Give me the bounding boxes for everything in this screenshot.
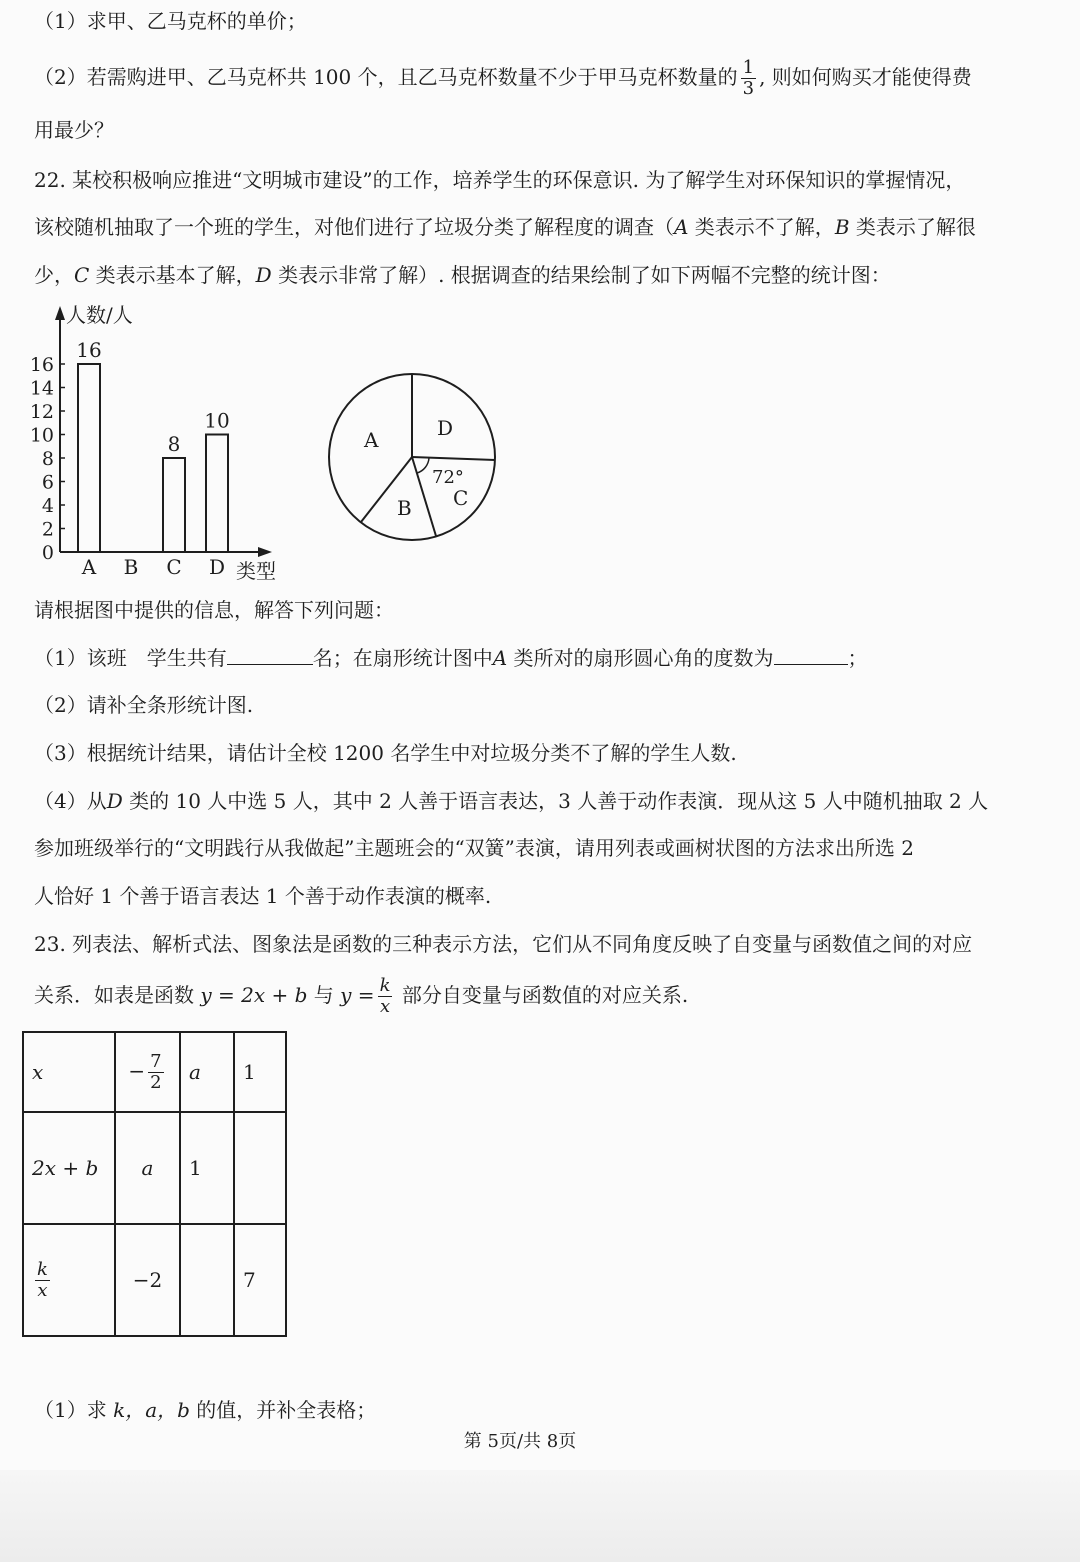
q22-sub1-b: 名；在扇形统计图中 [312,646,493,670]
q23-line2-a: 关系．如表是函数 [34,983,201,1007]
q23-line1: 23. 列表法、解析式法、图象法是函数的三种表示方法，它们从不同角度反映了自变量与函数值之间的对应 [34,932,973,956]
q22-sub1-c: 类所对的扇形圆心角的度数为 [507,646,774,670]
formula-inverse-lhs: y = [340,983,375,1007]
angle-arc [417,458,429,473]
q22-prompt: 请根据图中提供的信息，解答下列问题： [34,598,394,622]
q22-sub4-a: （4）从 [34,789,107,813]
q22-sub1-d: ； [847,646,868,670]
var-D: D [106,789,123,813]
answer-blank-2[interactable] [774,644,848,665]
y-tick-label: 0 [41,542,54,564]
q21-part2-cont: 用最少？ [34,118,114,142]
y-tick-label: 4 [41,495,54,517]
bottom-margin [0,1470,1080,1562]
q21-part1: （1）求甲、乙马克杯的单价； [34,9,307,33]
bar-c [163,458,185,552]
formula-linear: y = 2x + b [200,983,308,1007]
x-tick-label: C [166,555,182,579]
y-tick-label: 12 [29,401,54,423]
y-tick-label: 8 [41,448,54,470]
q22-line3-a: 少， [34,263,74,287]
table-row [23,1032,286,1112]
var-C: C [74,263,90,287]
page-footer: 第 5页/共 8页 [463,1431,577,1452]
fraction-k-over-x [35,1260,50,1301]
q21-part2 [34,58,972,99]
frac-denominator: 3 [742,78,755,99]
answer-blank-1[interactable] [227,644,313,665]
table-cell: 7 [234,1224,286,1336]
q23-sub1-a: （1）求 [34,1398,114,1422]
bars [76,338,229,579]
frac-denominator: x [379,996,391,1017]
q22-sub4 [34,786,988,816]
q22-line2 [34,212,976,242]
table-cell: −2 [115,1224,180,1336]
x-tick-label: A [81,555,97,579]
minus-sign: − [128,1058,146,1083]
bar-value-label: 16 [76,338,102,362]
table-cell-empty[interactable] [234,1112,286,1224]
formula-k-over-x [378,976,393,1017]
q23-sub1-b: 的值，并补全表格； [189,1398,377,1422]
pie-chart [320,365,510,555]
q22-sub4-line2: 参加班级举行的“文明践行从我做起”主题班会的“双簧”表演，请用列表或画树状图的方法求出所选 2 [34,836,914,860]
x-tick-label: B [123,555,139,579]
pie-label-b: B [397,496,412,520]
x-tick-label: D [208,555,226,579]
y-tick-label: 16 [29,354,54,376]
q23-line2 [34,976,688,1017]
bar-value-label: 10 [204,408,230,433]
q22-sub1 [34,643,868,673]
y-axis-arrow-icon [55,306,65,320]
frac-denominator: 2 [150,1071,162,1093]
frac-numerator: k [379,975,391,996]
q22-line3-b: 类表示基本了解， [89,263,256,287]
fraction-seven-halves [148,1052,163,1093]
table-row [23,1112,286,1224]
q22-line2-b: 类表示不了解， [688,215,835,239]
pie-label-d: D [437,416,454,440]
q22-line3-c: 类表示非常了解）. 根据调查的结果绘制了如下两幅不完整的统计图： [271,263,891,287]
q22-sub4-line3: 人恰好 1 个善于语言表达 1 个善于动作表演的概率. [34,884,492,908]
pie-label-c: C [453,486,469,510]
q23-sub1-vars: k，a，b [113,1398,190,1422]
table-header-inverse [23,1224,115,1336]
q21-part2-text-b: , 则如何购买才能使得费 [759,65,972,89]
frac-numerator: k [37,1258,48,1280]
var-B: B [834,215,850,239]
x-axis-arrow-icon [258,547,272,557]
x-axis-label: 类型 [236,559,276,583]
q22-sub3: （3）根据统计结果，请估计全校 1200 名学生中对垃圾分类不了解的学生人数. [34,741,737,765]
bar-value-label: 8 [167,432,181,456]
q22-line2-c: 类表示了解很 [849,215,976,239]
pie-divider-d-c [412,457,495,460]
q22-line3 [34,260,891,290]
frac-numerator: 1 [742,57,755,78]
y-tick-label: 10 [29,424,54,447]
frac-denominator: x [37,1279,48,1301]
y-tick-label: 6 [41,471,54,494]
q22-sub4-b: 类的 10 人中选 5 人，其中 2 人善于语言表达，3 人善于动作表演．现从这 5 人中随机抽取 2 人 [122,789,989,813]
q22-sub1-a: （1）该班 学生共有 [34,646,227,670]
y-tick-label: 14 [29,377,54,400]
table-header-x: x [23,1032,115,1112]
table-row [23,1224,286,1336]
var-D: D [255,263,272,287]
q23-line2-c: 部分自变量与函数值的对应关系. [395,983,689,1007]
table-cell: a [180,1032,234,1112]
y-axis-label: 人数/人 [66,303,133,327]
q23-sub1 [34,1395,376,1425]
bar-a [78,364,100,552]
q22-line2-a: 该校随机抽取了一个班的学生，对他们进行了垃圾分类了解程度的调查（ [34,215,674,239]
q23-line2-b: 与 [307,983,341,1007]
bar-d [206,435,228,553]
pie-angle-label: 72° [432,467,464,488]
var-A: A [492,646,508,670]
bar-chart [20,300,300,590]
pie-label-a: A [364,428,379,452]
var-A: A [674,215,689,239]
frac-numerator: 7 [150,1050,162,1072]
q21-part2-text-a: （2）若需购进甲、乙马克杯共 100 个，且乙马克杯数量不少于甲马克杯数量的 [34,65,738,89]
q21-fraction [741,58,756,99]
q22-sub2: （2）请补全条形统计图. [34,693,254,717]
table-cell: 1 [234,1032,286,1112]
function-table [22,1031,287,1337]
table-header-linear: 2x + b [23,1112,115,1224]
table-cell-empty[interactable] [180,1224,234,1336]
table-cell [115,1032,180,1112]
q22-line1: 22. 某校积极响应推进“文明城市建设”的工作，培养学生的环保意识. 为了解学生对环保知识的掌握情况， [34,168,966,192]
table-cell: 1 [180,1112,234,1224]
y-tick-label: 2 [41,518,54,541]
table-cell: a [115,1112,180,1224]
